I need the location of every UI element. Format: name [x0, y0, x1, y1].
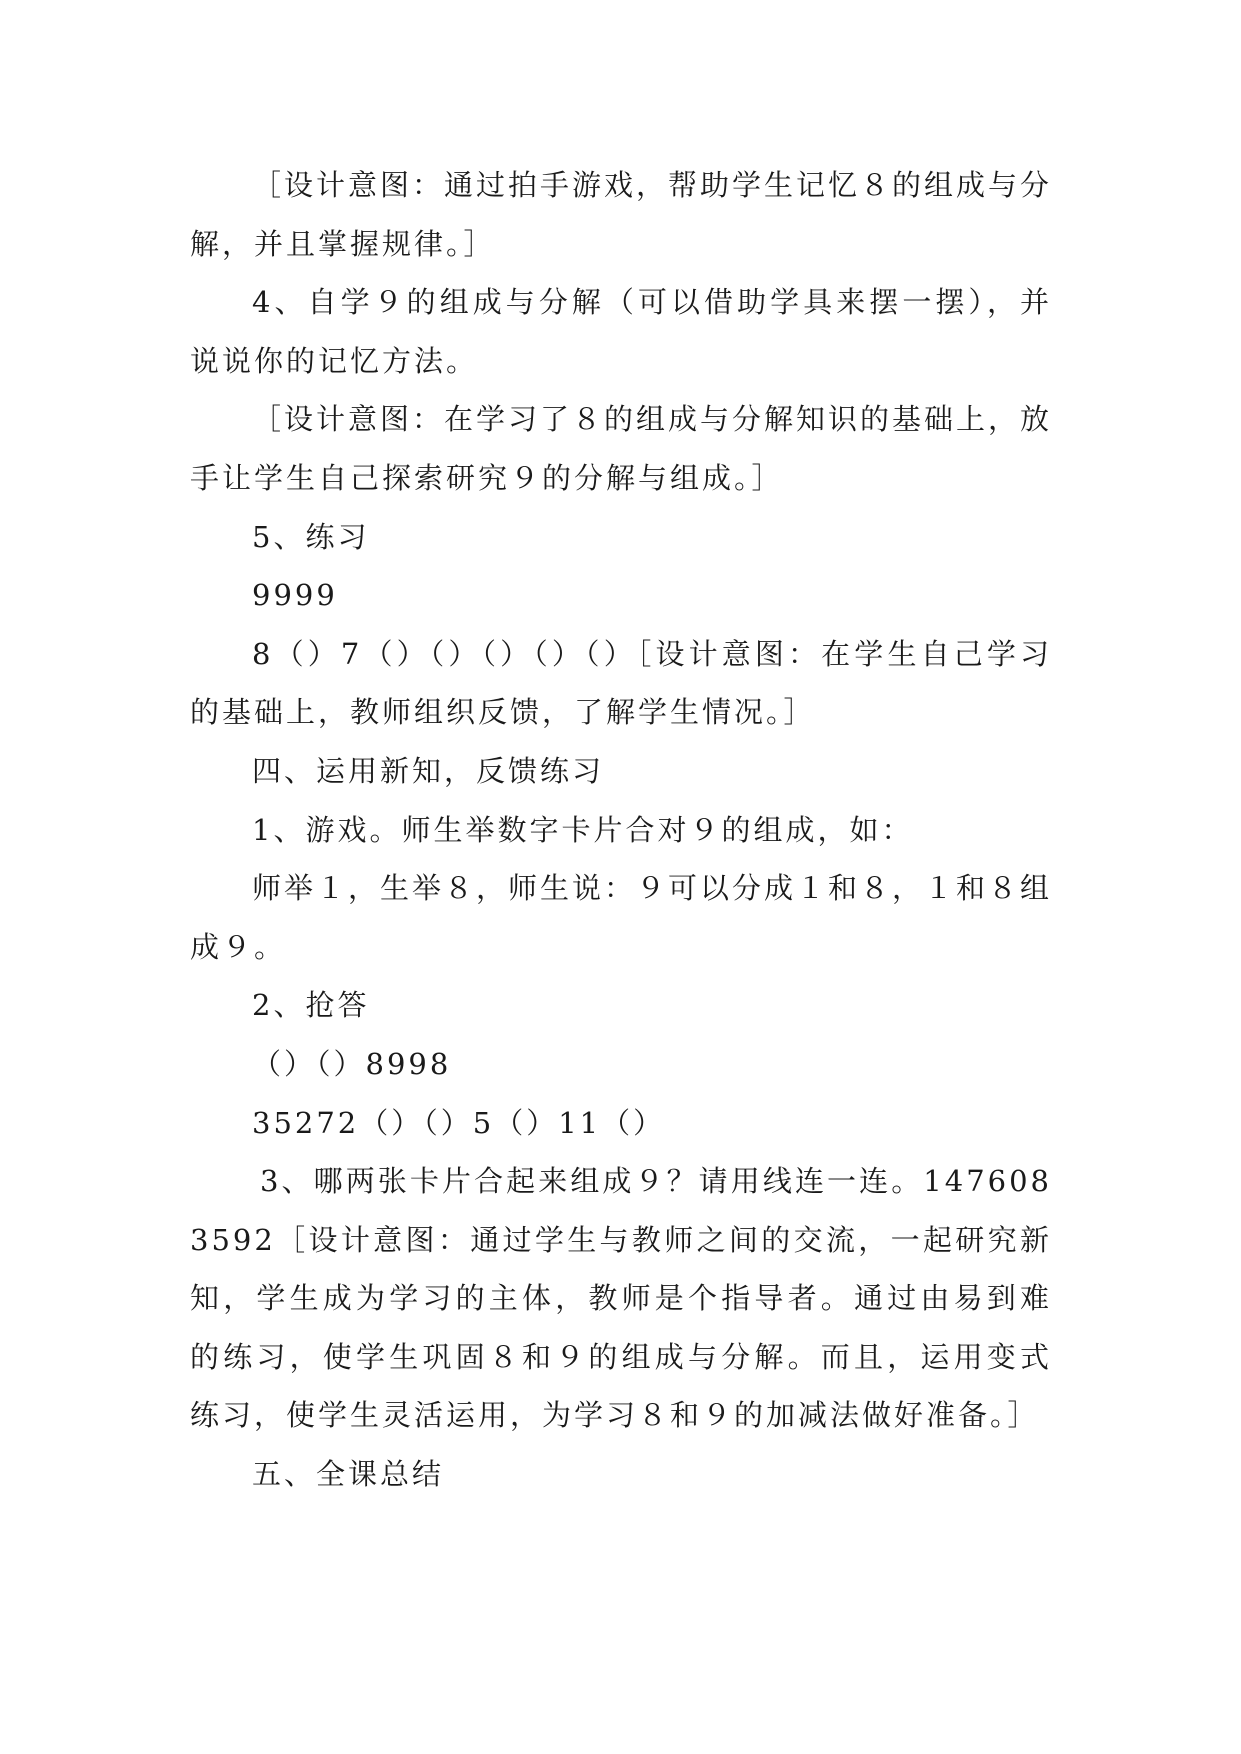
paragraph-game: 1、游戏。师生举数字卡片合对９的组成，如：: [252, 812, 914, 847]
paragraph-design-intent-clap: ［设计意图：通过拍手游戏，帮助学生记忆８的组成与分解，并且掌握规律。］: [190, 168, 1053, 261]
paragraph-self-study-9: 4、自学９的组成与分解（可以借助学具来摆一摆），并说说你的记忆方法。: [190, 285, 1052, 378]
paragraph-quick-answer-row2: 35272（）（）5（）11（）: [252, 1105, 666, 1140]
paragraph-game-example: 师举１，生举８，师生说：９可以分成１和８，１和８组成９。: [190, 871, 1053, 964]
paragraph-connect-cards: 3、哪两张卡片合起来组成９？请用线连一连。1476083592［设计意图：通过学生与教师之间的交流，一起研究新知，学生成为学习的主体，教师是个指导者。通过由易到难的练习，使学生巩固８和９的组成与分解。而且，运用变式练习，使学生灵活运用，为学习８和９的加减法做好准备。］: [190, 1164, 1052, 1433]
section-heading-summary: 五、全课总结: [252, 1457, 445, 1492]
paragraph-quick-answer-row1: （）（）8998: [252, 1046, 452, 1081]
document-page: [190, 156, 1052, 1504]
paragraph-design-intent-explore: ［设计意图：在学习了８的组成与分解知识的基础上，放手让学生自己探索研究９的分解与组成。］: [190, 402, 1053, 495]
section-heading-apply: 四、运用新知，反馈练习: [252, 753, 605, 788]
paragraph-practice-blanks: 8（）7（）（）（）（）（）［设计意图：在学生自己学习的基础上，教师组织反馈，了解学生情况。］: [190, 636, 1052, 730]
paragraph-practice-numbers: 9999: [252, 578, 338, 613]
paragraph-practice-heading: 5、练习: [252, 519, 370, 554]
paragraph-quick-answer-heading: 2、抢答: [252, 988, 370, 1023]
